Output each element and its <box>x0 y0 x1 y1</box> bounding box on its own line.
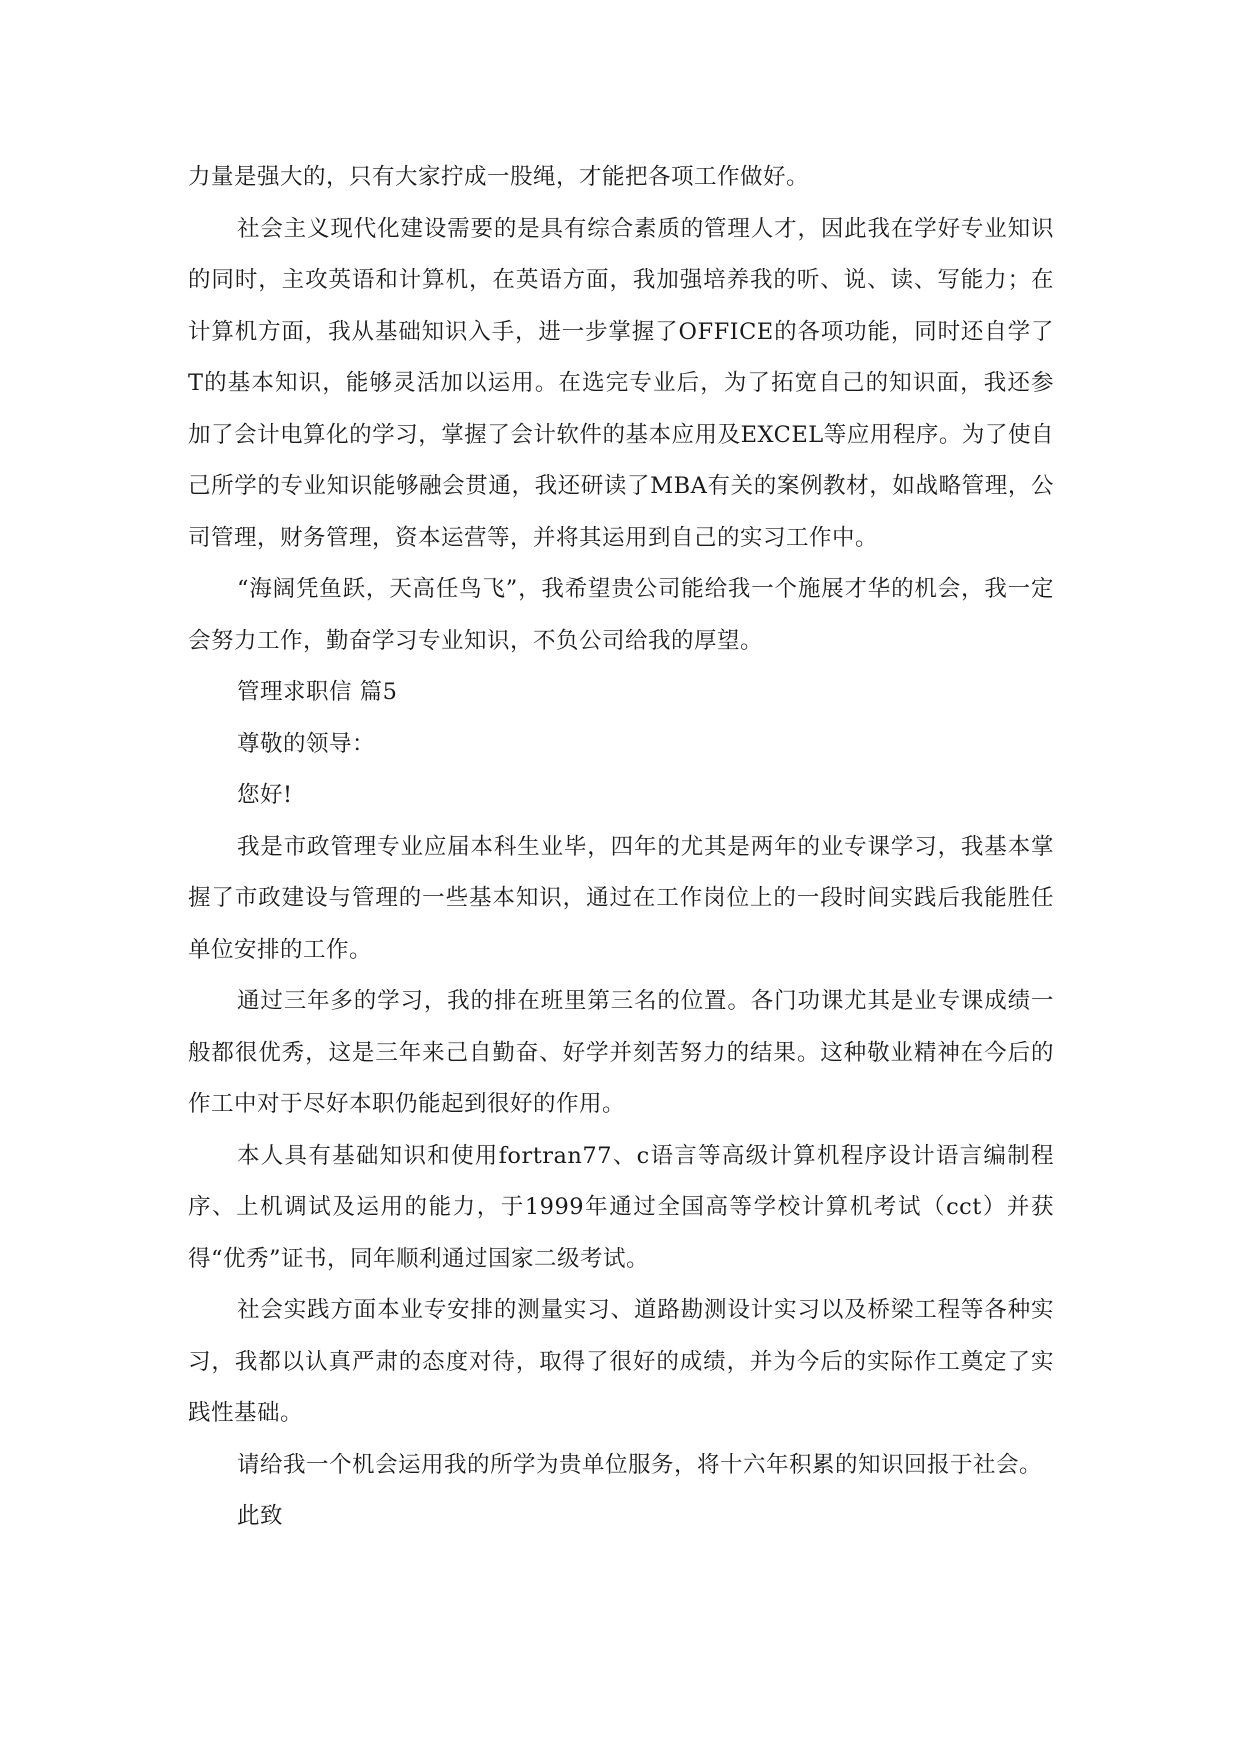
paragraph-aspiration: “海阔凭鱼跃，天高任鸟飞”，我希望贵公司能给我一个施展才华的机会，我一定会努力工作，勤奋学习专业知识，不负公司给我的厚望。 <box>188 576 1054 654</box>
greeting: 您好! <box>237 782 293 808</box>
paragraph-request: 请给我一个机会运用我的所学为贵单位服务，将十六年积累的知识回报于社会。 <box>237 1451 1043 1478</box>
closing: 此致 <box>237 1503 284 1529</box>
section-heading: 管理求职信 篇5 <box>237 679 398 705</box>
paragraph-practice: 社会实践方面本业专安排的测量实习、道路勘测设计实习以及桥梁工程等各种实习，我都以认真严肃的态度对待，取得了很好的成绩，并为今后的实际作工奠定了实践性基础。 <box>188 1297 1054 1426</box>
salutation: 尊敬的领导： <box>237 730 376 757</box>
paragraph-introduction: 我是市政管理专业应届本科生业毕，四年的尤其是两年的业专课学习，我基本掌握了市政建设与管理的一些基本知识，通过在工作岗位上的一段时间实践后我能胜任单位安排的工作。 <box>188 833 1054 963</box>
paragraph-academics: 通过三年多的学习，我的排在班里第三名的位置。各门功课尤其是业专课成绩一般都很优秀，这是三年来己自勤奋、好学并刻苦努力的结果。这种敬业精神在今后的作工中对于尽好本职仍能起到很好的作用。 <box>188 988 1054 1117</box>
document-body <box>188 152 1054 1543</box>
paragraph-computer-skills: 本人具有基础知识和使用fortran77、c语言等高级计算机程序设计语言编制程序、上机调试及运用的能力，于1999年通过全国高等学校计算机考试（cct）并获得“优秀”证书，同年顺利通过国家二级考试。 <box>188 1142 1054 1272</box>
paragraph-continuation: 力量是强大的，只有大家拧成一股绳，才能把各项工作做好。 <box>188 164 810 190</box>
paragraph-skills: 社会主义现代化建设需要的是具有综合素质的管理人才，因此我在学好专业知识的同时，主攻英语和计算机，在英语方面，我加强培养我的听、说、读、写能力；在计算机方面，我从基础知识入手，进一步掌握了OFFICE的各项功能，同时还自学了T的基本知识，能够灵活加以运用。在选完专业后，为了拓宽自己的知识面，我还参加了会计电算化的学习，掌握了会计软件的基本应用及EXCEL等应用程序。为了使自己所学的专业知识能够融会贯通，我还研读了MBA有关的案例教材，如战略管理，公司管理，财务管理，资本运营等，并将其运用到自己的实习工作中。 <box>188 215 1054 551</box>
